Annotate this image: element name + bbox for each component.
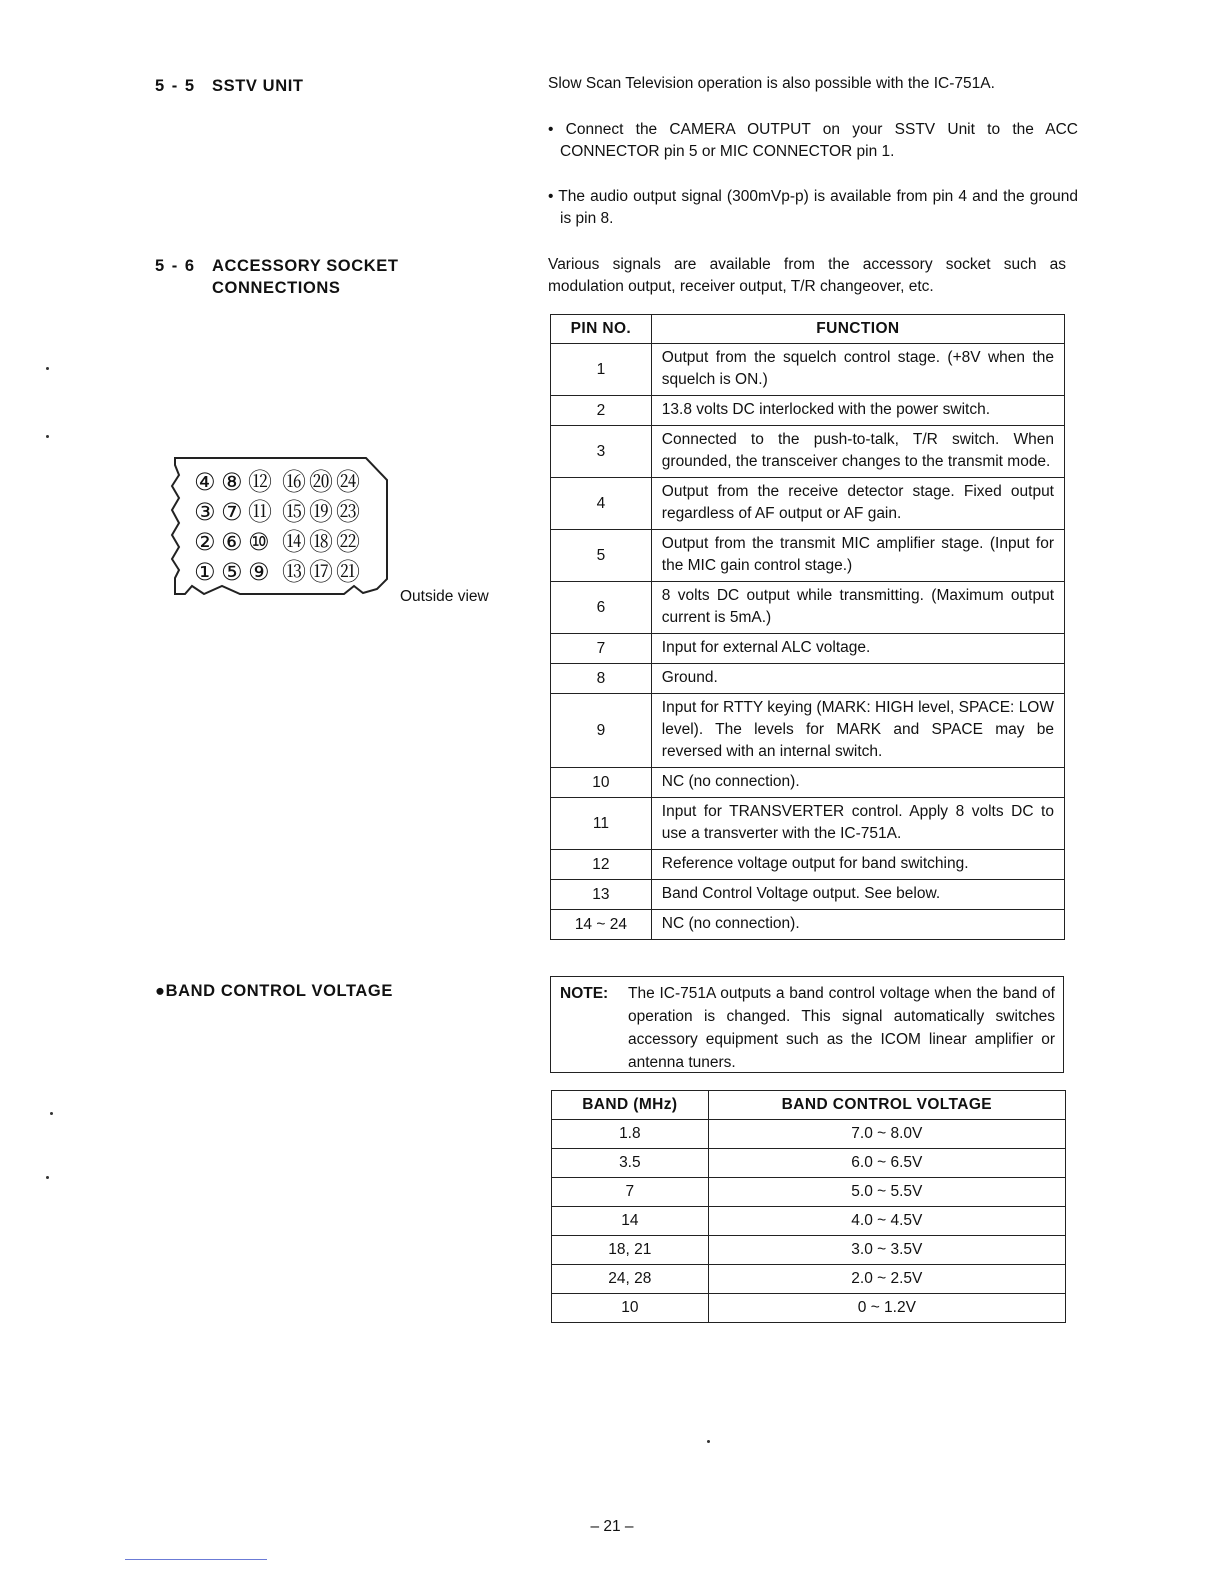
pin-function-cell: Band Control Voltage output. See below. [651, 880, 1064, 910]
section-title-line1: ACCESSORY SOCKET [212, 257, 399, 275]
pin-number-cell: 13 [551, 880, 652, 910]
note-text: The IC-751A outputs a band control voltage when the band of operation is changed. This signal automatically switches accessory equipment such as the ICOM linear amplifier or antenna tuners. [628, 985, 1055, 1071]
pin-function-cell: NC (no connection). [651, 768, 1064, 798]
table-row [551, 798, 1065, 850]
pin-number-cell: 14 ~ 24 [551, 910, 652, 940]
socket-pin: ⑯ [282, 468, 306, 496]
table-row [551, 664, 1065, 694]
socket-pin: ㉑ [336, 558, 360, 586]
voltage-cell: 4.0 ~ 4.5V [708, 1207, 1065, 1236]
band-cell: 7 [552, 1178, 709, 1207]
pin-number-cell: 7 [551, 634, 652, 664]
band-cell: 18, 21 [552, 1236, 709, 1265]
socket-pin: ⑥ [221, 528, 243, 556]
pin-number-cell: 6 [551, 582, 652, 634]
socket-pin: ⑨ [248, 558, 270, 586]
socket-pin: ⑩ [248, 528, 270, 556]
table-row [552, 1294, 1066, 1323]
table-row [551, 768, 1065, 798]
voltage-cell: 3.0 ~ 3.5V [708, 1236, 1065, 1265]
table-row [552, 1120, 1066, 1149]
socket-pin: ⑬ [282, 558, 306, 586]
pin-function-cell: NC (no connection). [651, 910, 1064, 940]
table-row [552, 1178, 1066, 1207]
pin-function-cell: Ground. [651, 664, 1064, 694]
section-5-6-heading [155, 255, 399, 299]
pin-table-body [551, 344, 1065, 940]
voltage-cell: 7.0 ~ 8.0V [708, 1120, 1065, 1149]
pin-number-cell: 5 [551, 530, 652, 582]
table-row [551, 478, 1065, 530]
voltage-header: BAND CONTROL VOLTAGE [708, 1091, 1065, 1120]
table-row [552, 1265, 1066, 1294]
band-voltage-table [551, 1090, 1066, 1323]
voltage-cell: 5.0 ~ 5.5V [708, 1178, 1065, 1207]
sstv-bullet-audio: • The audio output signal (300mVp-p) is available from pin 4 and the ground is pin 8. [548, 188, 1078, 227]
scan-line [125, 1559, 267, 1560]
section-5-5-heading [155, 77, 304, 96]
socket-pin: ① [194, 558, 216, 586]
section-number: 5 - 6 [155, 257, 196, 275]
socket-pin: ⑫ [248, 468, 272, 496]
sstv-bullet-camera: • Connect the CAMERA OUTPUT on your SSTV Unit to the ACC CONNECTOR pin 5 or MIC CONNECTOR pin 1. [548, 121, 1078, 160]
table-row [551, 426, 1065, 478]
section-title: SSTV UNIT [212, 77, 304, 95]
socket-pin: ⑦ [221, 498, 243, 526]
scan-speck [46, 367, 49, 370]
socket-pin: ⑮ [282, 498, 306, 526]
table-row [551, 582, 1065, 634]
diagram-caption: Outside view [400, 588, 489, 605]
band-cell: 1.8 [552, 1120, 709, 1149]
pin-function-cell: Input for external ALC voltage. [651, 634, 1064, 664]
table-row [551, 396, 1065, 426]
pin-function-cell: Output from the squelch control stage. (+8V when the squelch is ON.) [651, 344, 1064, 396]
scan-speck [46, 1176, 49, 1179]
band-cell: 3.5 [552, 1149, 709, 1178]
pin-function-cell: 13.8 volts DC interlocked with the power switch. [651, 396, 1064, 426]
pin-number-cell: 12 [551, 850, 652, 880]
table-row [552, 1236, 1066, 1265]
socket-pin: ⑰ [309, 558, 333, 586]
accessory-intro: Various signals are available from the accessory socket such as modulation output, receiver output, T/R changeover, etc. [548, 256, 1066, 295]
table-row [551, 880, 1065, 910]
band-control-heading: ●BAND CONTROL VOLTAGE [155, 982, 393, 1000]
socket-pin: ⑳ [309, 468, 333, 496]
scan-speck [50, 1112, 53, 1115]
sstv-intro: Slow Scan Television operation is also possible with the IC-751A. [548, 75, 995, 92]
pin-number-cell: 3 [551, 426, 652, 478]
table-row [551, 634, 1065, 664]
table-row [551, 344, 1065, 396]
pin-function-cell: Input for TRANSVERTER control. Apply 8 volts DC to use a transverter with the IC-751A. [651, 798, 1064, 850]
pin-number-cell: 8 [551, 664, 652, 694]
note-label: NOTE: [560, 985, 609, 1002]
voltage-cell: 6.0 ~ 6.5V [708, 1149, 1065, 1178]
pin-number-cell: 10 [551, 768, 652, 798]
socket-pin: ⑱ [309, 528, 333, 556]
band-cell: 10 [552, 1294, 709, 1323]
socket-pin: ⑭ [282, 528, 306, 556]
socket-pin: ④ [194, 468, 216, 496]
socket-pin: ② [194, 528, 216, 556]
note-box [550, 976, 1064, 1073]
pin-function-table [550, 314, 1065, 940]
band-table-body [552, 1120, 1066, 1323]
pin-number-cell: 11 [551, 798, 652, 850]
pin-number-cell: 2 [551, 396, 652, 426]
pin-function-cell: Input for RTTY keying (MARK: HIGH level, SPACE: LOW level). The levels for MARK and SPACE may be reversed with an internal switch. [651, 694, 1064, 768]
table-row [552, 1207, 1066, 1236]
page-number: – 21 – [590, 1518, 634, 1535]
scan-speck [707, 1440, 710, 1443]
socket-pin: ⑧ [221, 468, 243, 496]
pin-function-cell: Output from the transmit MIC amplifier stage. (Input for the MIC gain control stage.) [651, 530, 1064, 582]
socket-pin: ㉓ [336, 498, 360, 526]
section-number: 5 - 5 [155, 77, 196, 95]
pin-function-cell: Connected to the push-to-talk, T/R switch. When grounded, the transceiver changes to the transmit mode. [651, 426, 1064, 478]
section-title-line2: CONNECTIONS [212, 279, 341, 297]
pin-number-cell: 1 [551, 344, 652, 396]
accessory-socket-diagram [170, 453, 392, 608]
band-cell: 14 [552, 1207, 709, 1236]
pin-function-cell: 8 volts DC output while transmitting. (Maximum output current is 5mA.) [651, 582, 1064, 634]
band-cell: 24, 28 [552, 1265, 709, 1294]
pin-function-cell: Reference voltage output for band switching. [651, 850, 1064, 880]
function-header: FUNCTION [651, 315, 1064, 344]
table-row [551, 694, 1065, 768]
socket-pin: ⑤ [221, 558, 243, 586]
pin-header: PIN NO. [551, 315, 652, 344]
voltage-cell: 0 ~ 1.2V [708, 1294, 1065, 1323]
table-row [551, 530, 1065, 582]
pin-number-cell: 9 [551, 694, 652, 768]
pin-function-cell: Output from the receive detector stage. Fixed output regardless of AF output or AF gain. [651, 478, 1064, 530]
socket-pin: ㉔ [336, 468, 360, 496]
socket-pin: ⑲ [309, 498, 333, 526]
table-row [552, 1149, 1066, 1178]
socket-pin: ⑪ [248, 498, 272, 526]
voltage-cell: 2.0 ~ 2.5V [708, 1265, 1065, 1294]
scan-speck [46, 435, 49, 438]
table-row [551, 850, 1065, 880]
band-header: BAND (MHz) [552, 1091, 709, 1120]
table-row [551, 910, 1065, 940]
socket-pin: ③ [194, 498, 216, 526]
socket-pin: ㉒ [336, 528, 360, 556]
pin-number-cell: 4 [551, 478, 652, 530]
